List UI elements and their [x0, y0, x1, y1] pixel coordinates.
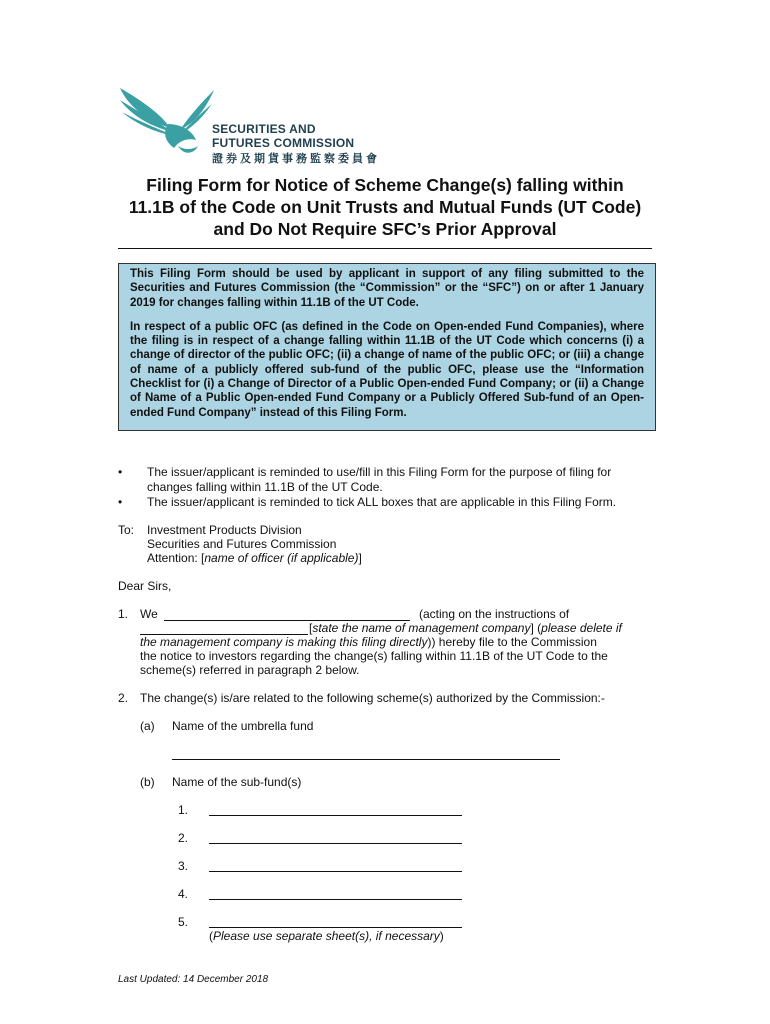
- notice-paragraph-2: In respect of a public OFC (as defined in the Code on Open-ended Fund Companies), where the filing is in respect of a change falling within 11.1B of the UT Code which concerns (i) a change of director of the public OFC; (ii) a change of name of the public OFC; or (iii) a change of name of a publicly offered sub-fund of the public OFC, please use the “Information Checklist for (i) a Change of Director of a Public Open-ended Fund Company; or (ii) a Change of Name of a Public Open-ended Fund Company or a Publicly Offered Sub-fund of an Open-ended Fund Company” instead of this Filing Form.: [130, 320, 644, 419]
- organization-name-chinese: 證券及期貨事務監察委員會: [212, 153, 380, 165]
- attention-suffix: ]: [358, 551, 362, 565]
- form-title: [110, 174, 660, 240]
- note-open: (: [209, 929, 213, 943]
- paragraph-1-line3: the notice to investors regarding the change(s) falling within 11.1B of the UT Code to the: [140, 649, 608, 663]
- paragraph-1-number: 1.: [118, 607, 129, 621]
- title-divider: [118, 248, 652, 249]
- bracket-close: ] (: [530, 621, 542, 635]
- umbrella-fund-name-field[interactable]: [172, 759, 560, 760]
- form-title-line3: and Do Not Require SFC’s Prior Approval: [213, 219, 557, 239]
- attention-prefix: Attention: [: [147, 551, 205, 565]
- item-b-text: Name of the sub-fund(s): [172, 775, 302, 789]
- bullet-icon: •: [118, 495, 123, 509]
- attention-officer: name of officer (if applicable): [204, 551, 359, 565]
- paragraph-2-text: The change(s) is/are related to the following scheme(s) authorized by the Commission:-: [140, 691, 605, 705]
- sub-fund-number: 2.: [178, 831, 189, 845]
- note-close: ): [439, 929, 444, 943]
- sub-fund-4-field[interactable]: [209, 899, 462, 900]
- item-a-text: Name of the umbrella fund: [172, 719, 314, 733]
- address-line1: Investment Products Division: [147, 523, 302, 537]
- bullet-icon: •: [118, 465, 123, 479]
- paragraph-1-line2: [140, 635, 597, 649]
- bracket-open: [: [309, 621, 313, 635]
- notice-box: [118, 263, 656, 431]
- to-label: To:: [118, 523, 135, 537]
- paragraph-1-line2-rest: )) hereby file to the Commission: [427, 635, 597, 649]
- direct-filing-instruction: the management company is making this filing directly: [140, 635, 428, 649]
- bullet-2: The issuer/applicant is reminded to tick ALL boxes that are applicable in this Filing Form.: [147, 495, 617, 509]
- paragraph-2-number: 2.: [118, 691, 129, 705]
- sub-fund-number: 3.: [178, 859, 189, 873]
- note-text: Please use separate sheet(s), if necessary: [213, 929, 440, 943]
- form-title-line2: 11.1B of the Code on Unit Trusts and Mutual Funds (UT Code): [128, 197, 642, 217]
- bullet-1-line2: changes falling within 11.1B of the UT Code.: [147, 480, 383, 494]
- bullet-1-line1: The issuer/applicant is reminded to use/fill in this Filing Form for the purpose of filing for: [147, 465, 612, 479]
- form-title-line1: Filing Form for Notice of Scheme Change(s) falling within: [146, 175, 624, 195]
- paragraph-1-line4: scheme(s) referred in paragraph 2 below.: [140, 663, 360, 677]
- separate-sheet-note: [209, 929, 444, 943]
- item-a-label: (a): [140, 719, 155, 733]
- last-updated: Last Updated: 14 December 2018: [118, 974, 269, 985]
- state-name-instruction: state the name of management company: [312, 621, 531, 635]
- attention-line: [147, 551, 362, 565]
- item-b-label: (b): [140, 775, 155, 789]
- sub-fund-number: 5.: [178, 915, 189, 929]
- sfc-eagle-logo-icon: [118, 84, 218, 156]
- sub-fund-number: 4.: [178, 887, 189, 901]
- notice-paragraph-1: This Filing Form should be used by applicant in support of any filing submitted to the Securities and Futures Commission (the “Commission” or the “SFC”) on or after 1 January 2019 for changes falling within 11.1B of the UT Code.: [130, 268, 644, 309]
- sub-fund-5-field[interactable]: [209, 927, 462, 928]
- organization-name-line2: FUTURES COMMISSION: [212, 136, 355, 150]
- paragraph-1-line1-tail: [309, 621, 622, 635]
- paragraph-1-acting: (acting on the instructions of: [419, 607, 570, 621]
- paragraph-1-we: We: [140, 607, 158, 621]
- salutation: Dear Sirs,: [118, 579, 172, 593]
- sub-fund-3-field[interactable]: [209, 871, 462, 872]
- sub-fund-number: 1.: [178, 803, 189, 817]
- delete-if-instruction: please delete if: [541, 621, 622, 635]
- sub-fund-2-field[interactable]: [209, 843, 462, 844]
- sub-fund-1-field[interactable]: [209, 815, 462, 816]
- address-line2: Securities and Futures Commission: [147, 537, 337, 551]
- organization-name-line1: SECURITIES AND: [212, 122, 316, 136]
